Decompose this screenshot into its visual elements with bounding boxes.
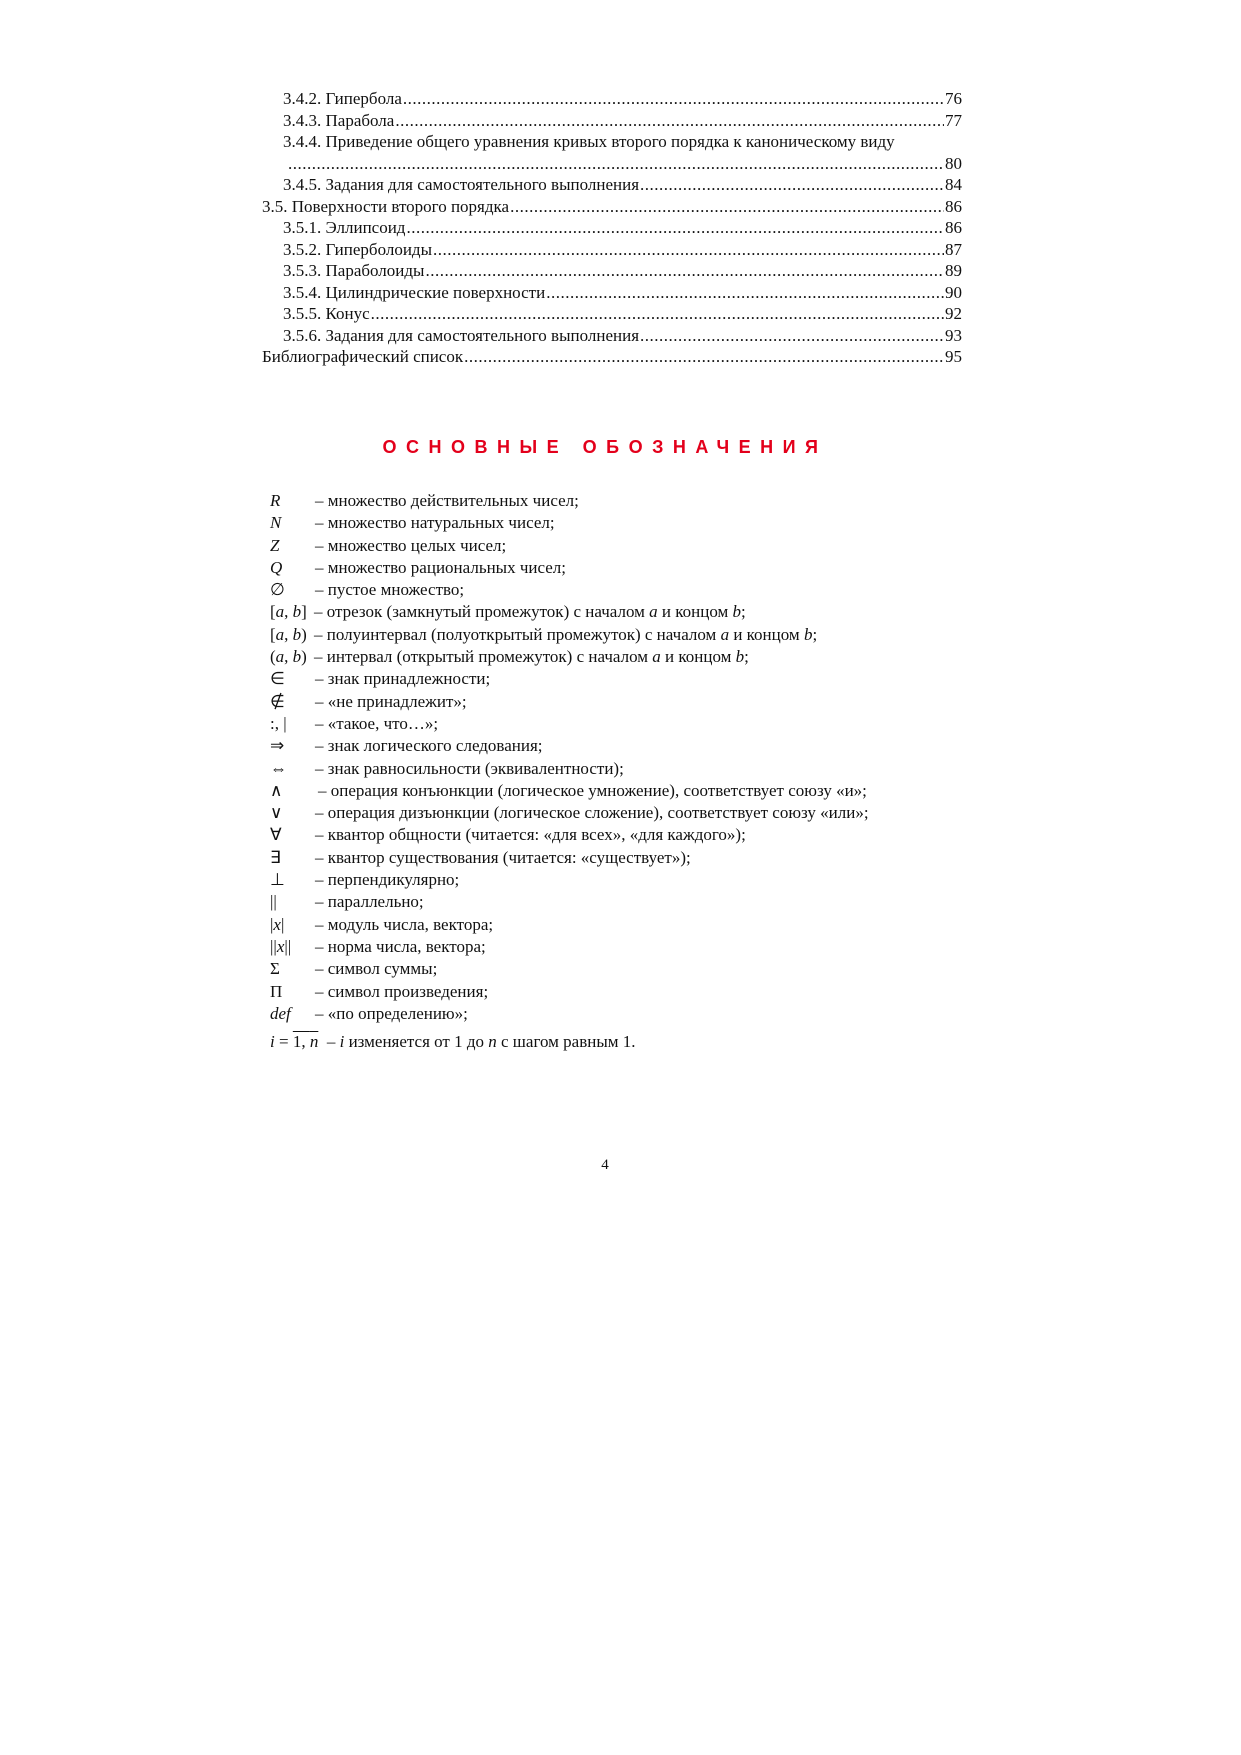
- text-part: ||: [270, 936, 277, 956]
- text-part: ,: [284, 647, 293, 667]
- text-part: a: [275, 624, 285, 644]
- text-part: b: [803, 624, 813, 644]
- notation-item: [270, 624, 970, 646]
- text-part: def: [270, 1003, 291, 1023]
- dot-leader: [640, 325, 944, 347]
- dot-leader: [371, 303, 944, 325]
- text-part: |: [270, 914, 274, 934]
- text-part: – квантор существования (читается: «существует»);: [315, 847, 691, 867]
- text-part: и концом: [657, 602, 733, 622]
- text-part: – полуинтервал (полуоткрытый промежуток) с началом: [314, 624, 721, 644]
- notation-item: [270, 668, 970, 690]
- text-part: a: [652, 647, 661, 667]
- text-part: ;: [812, 624, 818, 644]
- toc-entry-label: Библиографический список: [262, 347, 464, 366]
- notation-item: [270, 713, 970, 735]
- notation-symbol: [270, 914, 284, 936]
- text-part: – перпендикулярно;: [315, 870, 460, 890]
- text-part: N: [270, 513, 282, 533]
- toc-entry[interactable]: [262, 303, 962, 325]
- notation-item: [270, 535, 970, 557]
- text-part: |: [280, 914, 285, 934]
- text-part: ;: [744, 647, 749, 667]
- text-part: – знак принадлежности;: [315, 669, 491, 689]
- text-part: a: [720, 624, 730, 644]
- notation-symbol: [270, 713, 287, 735]
- toc-entry[interactable]: [262, 131, 962, 153]
- notation-description: [315, 557, 566, 579]
- text-part: ]: [301, 602, 307, 622]
- toc-entry[interactable]: [262, 217, 962, 239]
- text-part: b: [292, 647, 302, 667]
- toc-entry-label: 3.4.5. Задания для самостоятельного выполнения: [283, 175, 640, 194]
- notation-item: [270, 891, 970, 913]
- text-part: и концом: [729, 624, 804, 644]
- text-part: – множество целых чисел;: [315, 535, 507, 555]
- notation-description: [314, 646, 749, 668]
- text-part: ∀: [270, 825, 282, 845]
- text-part: – операция дизъюнкции (логическое сложение), соответствует союзу «или»;: [315, 803, 869, 823]
- toc-entry[interactable]: [262, 239, 962, 261]
- text-part: ): [301, 647, 307, 667]
- toc-entry-page: 86: [945, 218, 962, 237]
- toc-entry-label: 3.4.3. Парабола: [283, 110, 395, 130]
- page-number: 4: [601, 1157, 609, 1173]
- notation-description: [315, 936, 486, 958]
- notation-symbol: [270, 1003, 291, 1025]
- notation-item: [270, 802, 970, 824]
- notation-item: [270, 601, 970, 623]
- index-var-2: i: [339, 1032, 345, 1052]
- toc-entry[interactable]: [262, 260, 962, 282]
- text-part: ∈: [270, 669, 285, 689]
- text-part: ∨: [270, 803, 283, 823]
- notation-item: [270, 490, 970, 512]
- dot-leader: [288, 153, 944, 175]
- notation-description: [315, 691, 467, 713]
- text-part: ||: [284, 936, 292, 956]
- toc-entry-page: 86: [945, 196, 962, 216]
- toc-entry[interactable]: [262, 282, 962, 304]
- toc-entry[interactable]: [262, 174, 962, 196]
- toc-entry-label: 3.5.5. Конус: [283, 304, 370, 323]
- notation-description: [315, 668, 490, 690]
- text-part: – множество рациональных чисел;: [315, 557, 566, 577]
- notation-symbol: [270, 780, 282, 802]
- toc-entry[interactable]: [262, 88, 962, 110]
- notation-symbol: [270, 958, 280, 980]
- notation-symbol: [270, 936, 291, 958]
- notation-description: [315, 490, 579, 512]
- section-title: ОСНОВНЫЕ ОБОЗНАЧЕНИЯ: [382, 437, 828, 457]
- text-part: ∉: [270, 691, 285, 711]
- notation-item: [270, 557, 970, 579]
- text-part: a: [649, 602, 658, 622]
- notation-item: [270, 579, 970, 601]
- text-part: ,: [284, 624, 293, 644]
- text-part: – символ произведения;: [315, 981, 489, 1001]
- notation-item: [270, 914, 970, 936]
- text-part: – модуль числа, вектора;: [315, 914, 494, 934]
- notation-symbol: [270, 646, 307, 668]
- notation-item: [270, 847, 970, 869]
- notation-item: [270, 1003, 970, 1025]
- toc-entry-label: 3.5.6. Задания для самостоятельного выполнения: [283, 325, 640, 345]
- dot-leader: [403, 88, 944, 110]
- toc-entry-page: 77: [945, 110, 962, 130]
- text-part: – норма числа, вектора;: [315, 936, 486, 956]
- index-range-notation: [270, 1031, 970, 1053]
- notation-description: [315, 535, 506, 557]
- notation-item: [270, 646, 970, 668]
- text-part: – квантор общности (читается: «для всех», «для каждого»);: [315, 825, 746, 845]
- text-part: :, |: [270, 713, 287, 733]
- toc-entry-page: 76: [945, 89, 962, 108]
- text-part: b: [292, 602, 302, 622]
- text-part: – операция конъюнкции (логическое умножение), соответствует союзу «и»;: [318, 780, 867, 800]
- text-part: – множество действительных чисел;: [315, 491, 579, 510]
- dot-leader: [510, 196, 944, 218]
- toc-entry-page: 93: [945, 325, 962, 345]
- dot-leader: [395, 110, 944, 132]
- notation-symbol: [270, 981, 282, 1003]
- text-part: – символ суммы;: [315, 959, 438, 979]
- notation-list: [270, 490, 970, 1053]
- toc-entry-page: 92: [945, 304, 962, 323]
- dot-leader: [406, 217, 944, 239]
- range-end: n: [309, 1032, 319, 1052]
- notation-description: [315, 958, 437, 980]
- text-part: – «не принадлежит»;: [315, 691, 467, 711]
- range: [293, 1032, 319, 1051]
- notation-item: [270, 869, 970, 891]
- notation-item: [270, 936, 970, 958]
- notation-symbol: [270, 869, 285, 891]
- notation-symbol: [270, 557, 282, 579]
- notation-item: [270, 780, 970, 802]
- text-part: R: [270, 491, 281, 510]
- text-part: ⇒: [270, 736, 285, 756]
- text-part: Q: [270, 557, 283, 577]
- text-part: Σ: [270, 959, 280, 979]
- toc-entry-label: 3.5.3. Параболоиды: [283, 261, 425, 280]
- toc-entry[interactable]: [262, 325, 962, 347]
- text-part: Z: [270, 535, 280, 555]
- toc-entry-page: 87: [945, 239, 962, 259]
- toc-entry-page: 89: [945, 261, 962, 280]
- range-text: изменяется от 1 до: [344, 1032, 489, 1052]
- notation-item: [270, 824, 970, 846]
- notation-description: [315, 869, 459, 891]
- notation-symbol: [270, 802, 282, 824]
- text-part: a: [275, 602, 285, 622]
- notation-item: [270, 758, 970, 780]
- notation-description: [315, 735, 543, 757]
- notation-description: [315, 981, 488, 1003]
- text-part: – пустое множество;: [315, 580, 465, 600]
- text-part: ⇔: [270, 758, 287, 778]
- text-part: – «по определению»;: [315, 1003, 468, 1023]
- text-part: ||: [270, 892, 277, 912]
- notation-symbol: [270, 691, 285, 713]
- text-part: [: [270, 602, 276, 622]
- notation-symbol: [270, 735, 284, 757]
- text-part: ∧: [270, 780, 283, 800]
- notation-symbol: [270, 847, 281, 869]
- notation-description: [315, 512, 555, 534]
- notation-item: [270, 958, 970, 980]
- dash: –: [318, 1032, 340, 1052]
- text-part: b: [292, 624, 302, 644]
- notation-symbol: [270, 624, 307, 646]
- text-part: – параллельно;: [315, 892, 424, 912]
- toc-entry-page: 95: [945, 347, 962, 366]
- text-part: – интервал (открытый промежуток) с началом: [314, 647, 653, 667]
- text-part: ∃: [270, 847, 281, 867]
- toc-entry-label: 3.5.4. Цилиндрические поверхности: [283, 282, 546, 302]
- notation-symbol: [270, 758, 287, 780]
- toc-entry[interactable]: [262, 196, 962, 218]
- equals: =: [274, 1032, 293, 1052]
- text-part: ): [301, 624, 307, 644]
- notation-description: [314, 601, 746, 623]
- toc-entry[interactable]: [262, 110, 962, 132]
- text-part: b: [735, 647, 745, 667]
- notation-description: [315, 824, 746, 846]
- notation-symbol: [270, 579, 285, 601]
- text-part: – знак логического следования;: [315, 736, 543, 756]
- text-part: и концом: [660, 647, 736, 667]
- toc-entry-label: 3.4.2. Гипербола: [283, 89, 402, 108]
- toc-entry-page: 90: [945, 282, 962, 302]
- text-part: [: [270, 624, 276, 644]
- text-part: ⊥: [270, 870, 285, 890]
- dot-leader: [640, 174, 944, 196]
- notation-item: [270, 981, 970, 1003]
- text-part: – «такое, что…»;: [315, 713, 439, 733]
- notation-symbol: [270, 824, 282, 846]
- notation-symbol: [270, 601, 307, 623]
- toc-entry[interactable]: [262, 346, 962, 368]
- n-var: n: [488, 1032, 497, 1052]
- range-start: 1,: [292, 1032, 310, 1052]
- notation-symbol: [270, 490, 280, 512]
- notation-item: [270, 735, 970, 757]
- dot-leader: [464, 346, 944, 368]
- notation-description: [315, 891, 424, 913]
- notation-description: [315, 713, 438, 735]
- toc-entry-continuation[interactable]: [262, 153, 962, 175]
- text-part: – отрезок (замкнутый промежуток) с началом: [314, 602, 650, 622]
- toc-entry-label: 3.5.1. Эллипсоид: [283, 218, 406, 237]
- notation-description: [315, 1003, 468, 1025]
- toc-entry-page: 80: [945, 153, 962, 173]
- table-of-contents: [262, 88, 962, 368]
- index-var: i: [270, 1032, 275, 1052]
- notation-description: [318, 780, 867, 802]
- notation-description: [315, 579, 464, 601]
- text-part: ,: [284, 602, 293, 622]
- notation-description: [315, 847, 691, 869]
- toc-entry-label: 3.5.2. Гиперболоиды: [283, 239, 432, 259]
- notation-item: [270, 512, 970, 534]
- text-part: – множество натуральных чисел;: [315, 513, 555, 533]
- notation-description: [315, 758, 624, 780]
- toc-entry-label: 3.5. Поверхности второго порядка: [262, 196, 510, 216]
- text-part: b: [732, 602, 742, 622]
- notation-symbol: [270, 512, 281, 534]
- notation-symbol: [270, 891, 277, 913]
- text-part: – знак равносильности (эквивалентности);: [315, 758, 624, 778]
- dot-leader: [425, 260, 944, 282]
- range-text-end: с шагом равным 1.: [496, 1032, 636, 1052]
- notation-item: [270, 691, 970, 713]
- toc-entry-page: 84: [945, 175, 962, 194]
- text-part: x: [276, 936, 285, 956]
- dot-leader: [546, 282, 944, 304]
- text-part: ;: [741, 602, 746, 622]
- notation-symbol: [270, 535, 279, 557]
- notation-description: [315, 914, 493, 936]
- notation-symbol: [270, 668, 285, 690]
- text-part: x: [273, 914, 281, 934]
- toc-entry-label: 3.4.4. Приведение общего уравнения кривых второго порядка к каноническому виду: [283, 132, 895, 151]
- text-part: (: [270, 647, 276, 667]
- notation-description: [315, 802, 869, 824]
- text-part: Π: [270, 981, 283, 1001]
- dot-leader: [433, 239, 944, 261]
- text-part: a: [275, 647, 285, 667]
- text-part: ∅: [270, 580, 285, 600]
- notation-description: [314, 624, 817, 646]
